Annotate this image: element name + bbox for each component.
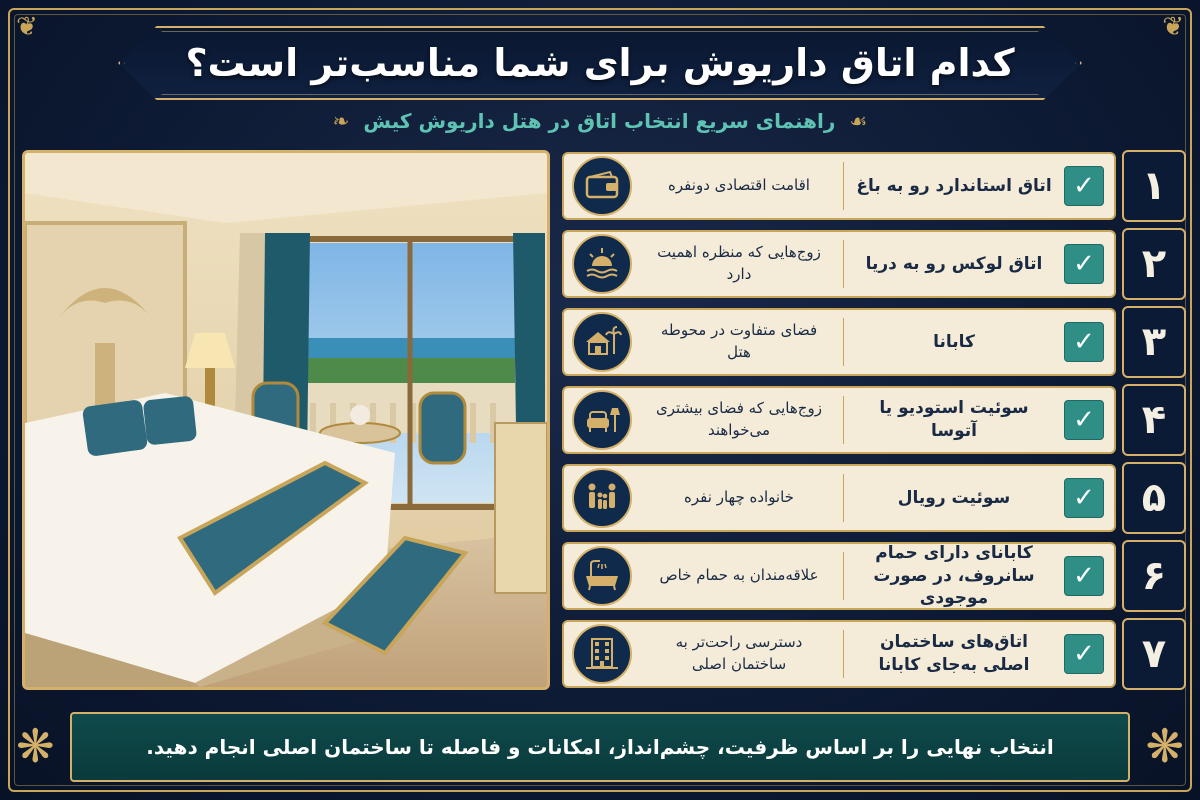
bathtub-icon [572, 546, 632, 606]
ornament-icon: ❋ [1145, 719, 1184, 773]
room-card [562, 308, 1116, 376]
divider [843, 552, 844, 600]
divider [843, 162, 844, 210]
room-number: ۳ [1122, 306, 1186, 378]
page-title: کدام اتاق داریوش برای شما مناسب‌تر است؟ [185, 41, 1015, 85]
room-description: خانواده چهار نفره [684, 488, 794, 507]
room-description: زوج‌هایی که منظره اهمیت دارد [657, 243, 821, 283]
list-item [562, 228, 1186, 300]
room-card [562, 620, 1116, 688]
divider [843, 396, 844, 444]
corner-ornament-icon: ❦ [16, 12, 38, 42]
room-number: ۶ [1122, 540, 1186, 612]
list-item [562, 384, 1186, 456]
check-icon: ✓ [1064, 244, 1104, 284]
subtitle-row [300, 104, 900, 138]
check-icon: ✓ [1064, 556, 1104, 596]
check-icon: ✓ [1064, 322, 1104, 362]
list-item [562, 306, 1186, 378]
room-number: ۱ [1122, 150, 1186, 222]
family-icon [572, 468, 632, 528]
hotel-room-photo [22, 150, 550, 690]
check-icon: ✓ [1064, 478, 1104, 518]
check-icon: ✓ [1064, 400, 1104, 440]
building-icon [572, 624, 632, 684]
room-card [562, 386, 1116, 454]
list-item [562, 150, 1186, 222]
divider [843, 474, 844, 522]
room-name: کابانا [933, 331, 975, 352]
ornament-icon: ❋ [16, 719, 55, 773]
divider [843, 318, 844, 366]
room-name: سوئیت رویال [897, 487, 1011, 508]
cabana-palm-icon [572, 312, 632, 372]
sea-sunset-icon [572, 234, 632, 294]
room-name: کابانای دارای حمام سانروف، در صورت موجودی [873, 542, 1035, 609]
corner-ornament-icon: ❦ [1162, 12, 1184, 42]
flourish-icon: ☙ [849, 109, 868, 133]
check-icon: ✓ [1064, 166, 1104, 206]
room-name: سوئیت استودیو یا آتوسا [879, 398, 1029, 441]
footer-note: انتخاب نهایی را بر اساس ظرفیت، چشم‌انداز، امکانات و فاصله تا ساختمان اصلی انجام دهید. [146, 735, 1054, 759]
check-icon: ✓ [1064, 634, 1104, 674]
room-card [562, 152, 1116, 220]
room-description: فضای متفاوت در محوطه هتل [660, 321, 818, 361]
divider [843, 240, 844, 288]
room-description: زوج‌هایی که فضای بیشتری می‌خواهند [656, 399, 822, 439]
wallet-icon [572, 156, 632, 216]
room-card [562, 230, 1116, 298]
room-name: اتاق‌های ساختمان اصلی به‌جای کابانا [878, 632, 1030, 675]
room-card [562, 464, 1116, 532]
room-name: اتاق لوکس رو به دریا [865, 253, 1043, 274]
room-card [562, 542, 1116, 610]
flourish-icon: ❧ [332, 109, 350, 133]
room-number: ۵ [1122, 462, 1186, 534]
room-number: ۲ [1122, 228, 1186, 300]
list-item [562, 618, 1186, 690]
divider [843, 630, 844, 678]
page-subtitle: راهنمای سریع انتخاب اتاق در هتل داریوش کیش [363, 109, 836, 133]
list-item [562, 540, 1186, 612]
list-item [562, 462, 1186, 534]
room-number: ۷ [1122, 618, 1186, 690]
room-number: ۴ [1122, 384, 1186, 456]
room-description: دسترسی راحت‌تر به ساختمان اصلی [675, 633, 803, 673]
room-list [562, 150, 1186, 690]
room-description: علاقه‌مندان به حمام خاص [659, 566, 819, 585]
room-description: اقامت اقتصادی دونفره [668, 176, 810, 195]
room-name: اتاق استاندارد رو به باغ [856, 175, 1052, 196]
armchair-lamp-icon [572, 390, 632, 450]
